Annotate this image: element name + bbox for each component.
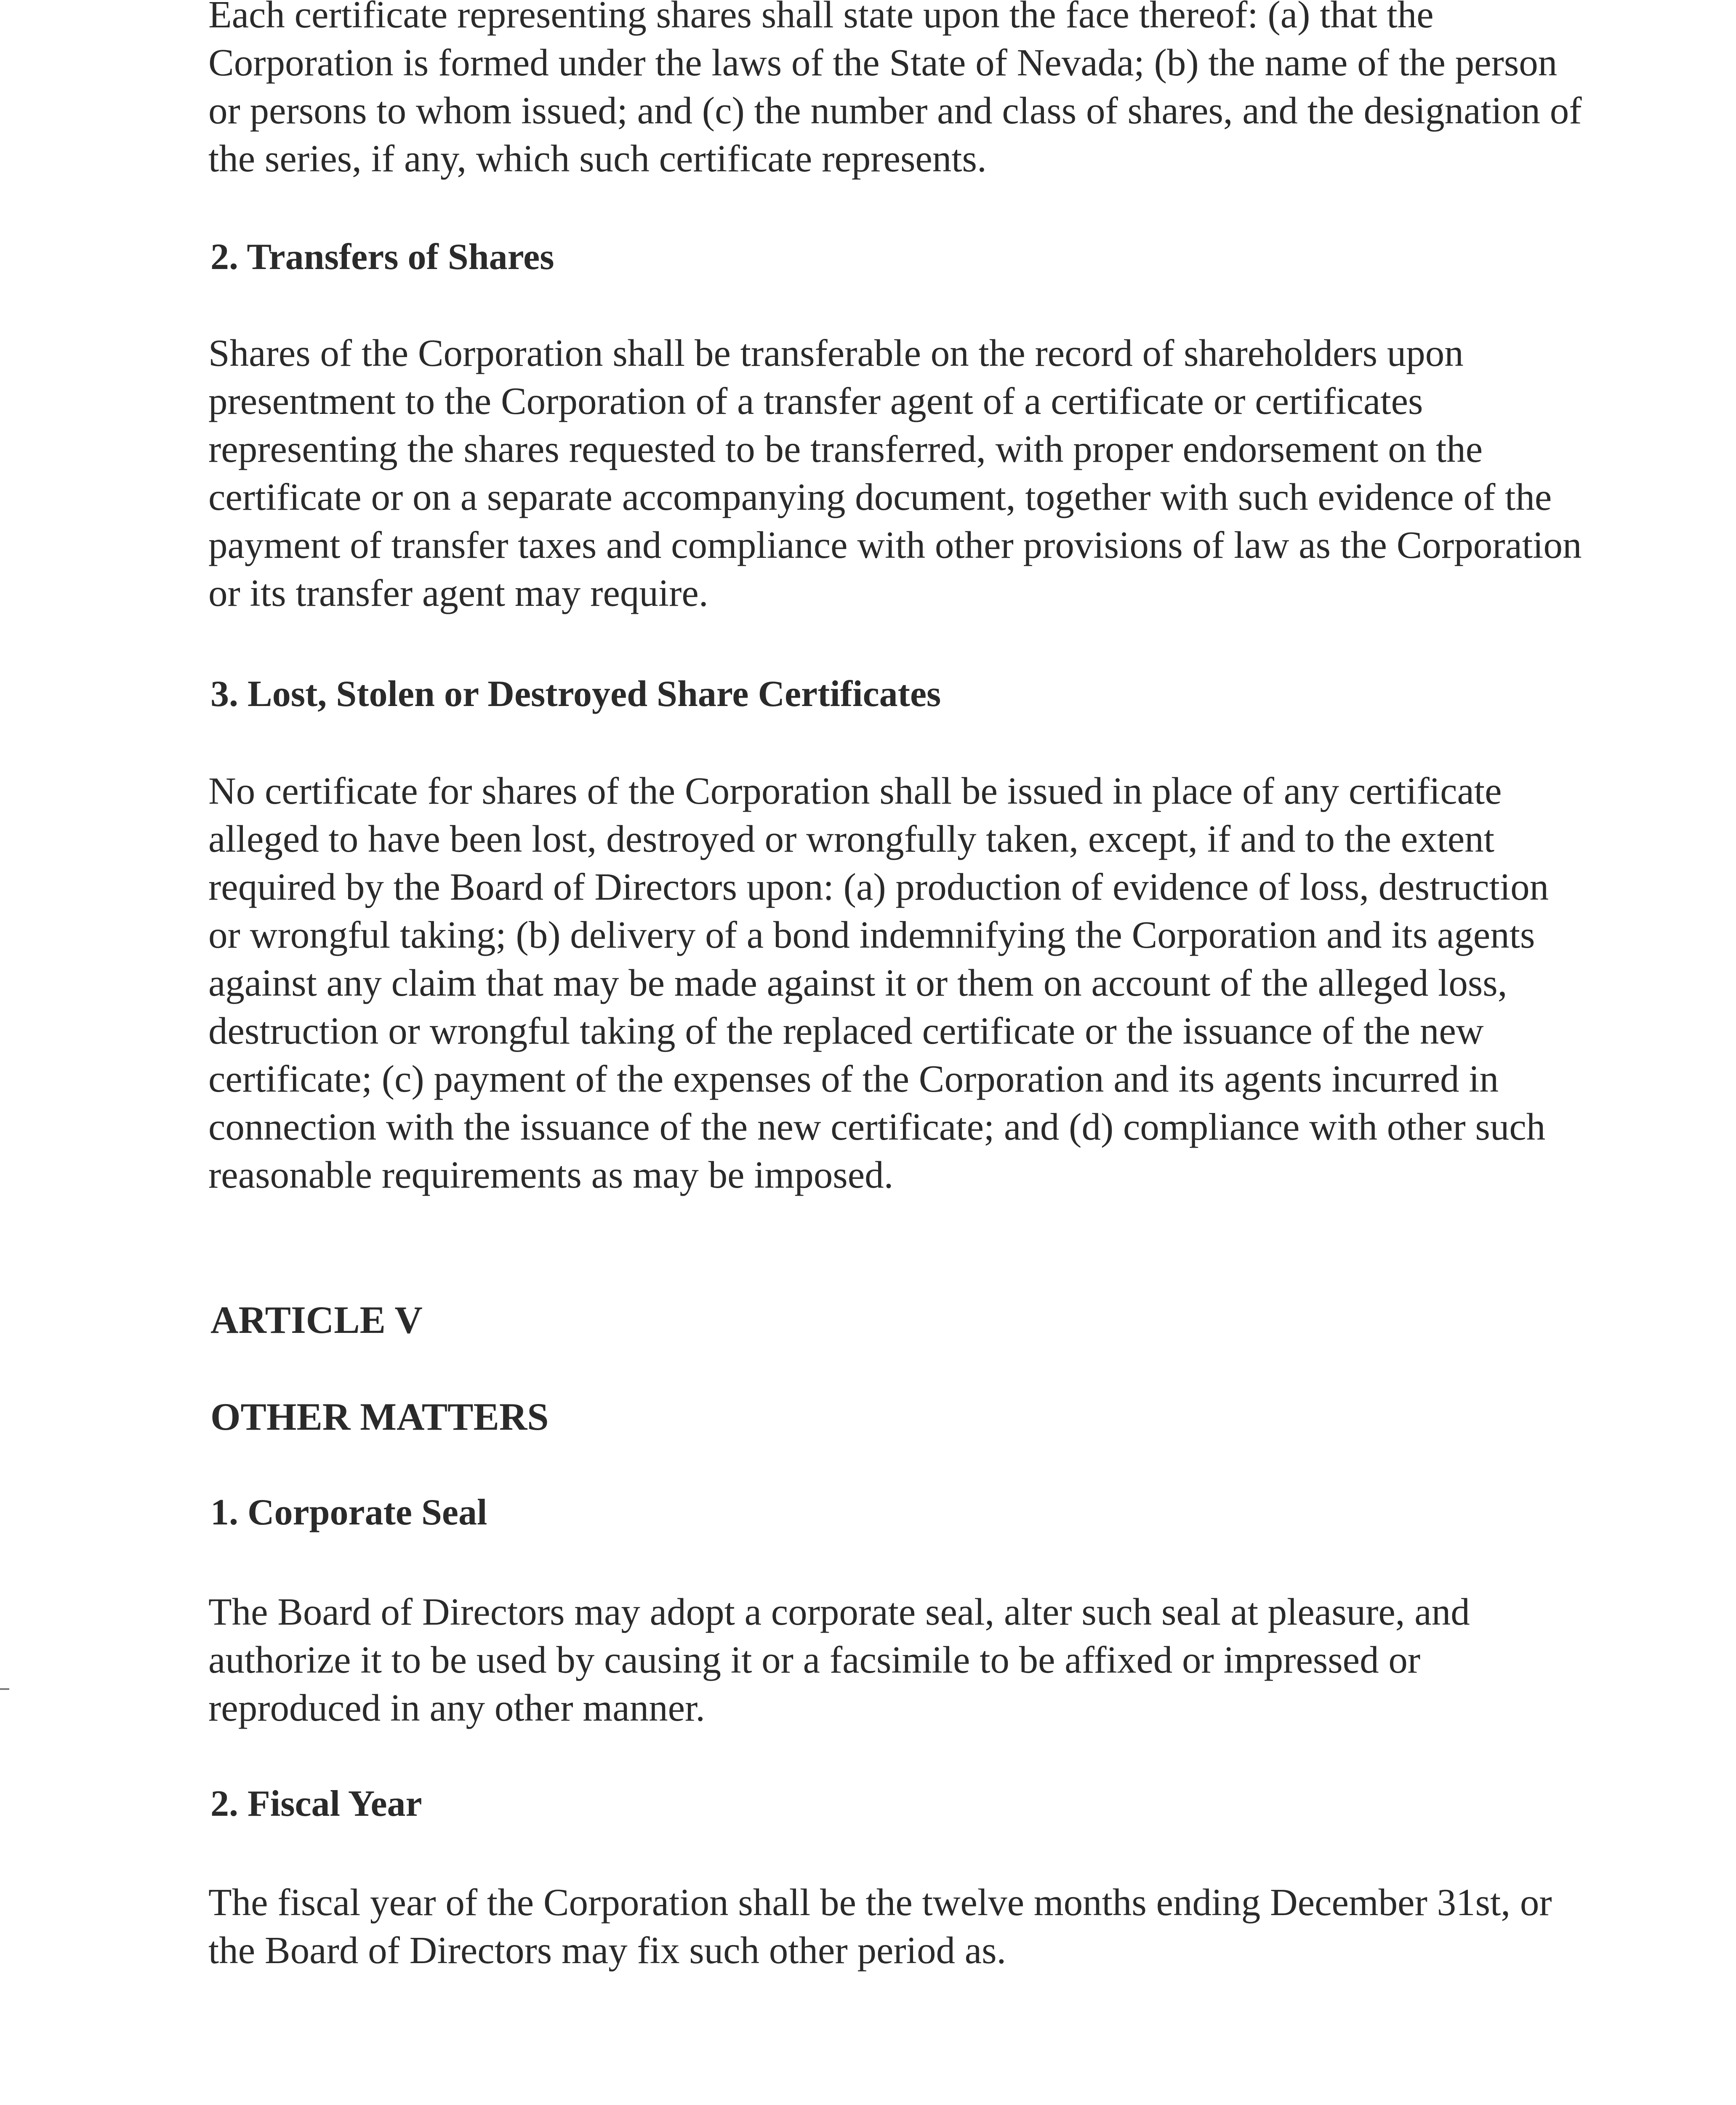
section-text-fiscal-year: The fiscal year of the Corporation shall be the twelve months ending December 31st, or the Board of Directors may fix such other period as. (208, 1881, 1552, 1972)
section-text-transfers: Shares of the Corporation shall be transferable on the record of shareholders upon presentment to the Corporation of a transfer agent of a certificate or certificates representing the shares requested to be transferred, with proper endorsement on the certificate or on a separate accompanying document, together with such evidence of the payment of transfer taxes and compliance with other provisions of law as the Corporation or its transfer agent may require. (208, 332, 1582, 614)
section-text-lost-certificates: No certificate for shares of the Corporation shall be issued in place of any certificate alleged to have been lost, destroyed or wrongfully taken, except, if and to the extent required by the Board of Directors upon: (a) production of evidence of loss, destruction or wrongful taking; (b) delivery of a bond indemnifying the Corporation and its agents against any claim that may be made against it or them on account of the alleged loss, destruction or wrongful taking of the replaced certificate or the issuance of the new certificate; (c) payment of the expenses of the Corporation and its agents incurred in connection with the issuance of the new certificate; and (d) compliance with other such reasonable requirements as may be imposed. (208, 770, 1549, 1196)
article-heading: ARTICLE V (210, 1298, 423, 1341)
margin-mark (0, 1688, 9, 1690)
section-heading-lost-certificates: 3. Lost, Stolen or Destroyed Share Certificates (210, 674, 941, 714)
intro-paragraph: Each certificate representing shares shall state upon the face thereof: (a) that the Corporation is formed under the laws of the State of Nevada; (b) the name of the person or persons to whom issued; and (c) the number and class of shares, and the designation of the series, if any, which such certificate represents. (208, 0, 1582, 180)
section-heading-transfers: 2. Transfers of Shares (210, 237, 554, 277)
section-heading-fiscal-year: 2. Fiscal Year (210, 1783, 422, 1824)
section-heading-corporate-seal: 1. Corporate Seal (210, 1492, 487, 1533)
section-text-corporate-seal: The Board of Directors may adopt a corporate seal, alter such seal at pleasure, and authorize it to be used by causing it or a facsimile to be affixed or impressed or reproduced in any other manner. (208, 1591, 1470, 1729)
article-title: OTHER MATTERS (210, 1395, 549, 1438)
